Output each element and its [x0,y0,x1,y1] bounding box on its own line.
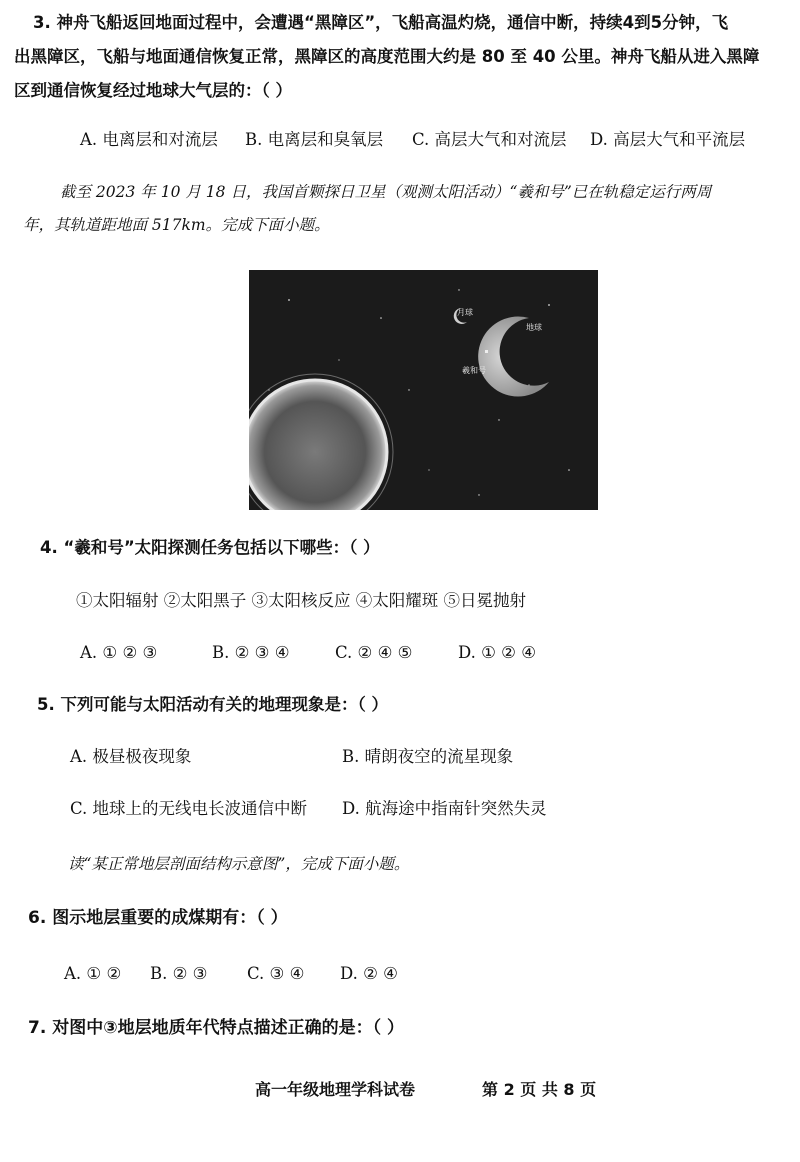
q3-option-b: B. 电离层和臭氧层 [245,130,384,149]
q7-stem: 7. 对图中③地层地质年代特点描述正确的是：（ ） [28,1018,405,1038]
q6-option-c: C. ③ ④ [247,964,305,983]
q4-option-c: C. ② ④ ⑤ [335,643,413,662]
q5-option-b: B. 晴朗夜空的流星现象 [342,747,514,766]
footer-page: 第 2 页 共 8 页 [482,1080,597,1099]
q4-option-a: A. ① ② ③ [80,643,158,662]
moon-label: 月球 [457,308,473,317]
q3-option-a: A. 电离层和对流层 [80,130,218,149]
q4-items: ①太阳辐射 ②太阳黑子 ③太阳核反应 ④太阳耀斑 ⑤日冕抛射 [76,591,526,610]
q5-option-a: A. 极昼极夜现象 [70,747,192,766]
satellite-marker [485,350,488,353]
q3-option-d: D. 高层大气和平流层 [590,130,746,149]
q5-stem: 5. 下列可能与太阳活动有关的地理现象是：（ ） [37,695,388,714]
intro-2: 读“某正常地层剖面结构示意图”，完成下面小题。 [68,855,410,873]
q3-line-3: 区到通信恢复经过地球大气层的：（ ） [14,81,292,100]
satellite-label: 羲和号 [462,366,486,375]
sun-earth-figure [249,270,598,510]
q6-stem: 6. 图示地层重要的成煤期有：（ ） [28,908,288,928]
sun-image [249,380,387,510]
intro-line-2: 年，其轨道距地面 517km。完成下面小题。 [23,216,330,234]
q4-stem: 4. “羲和号”太阳探测任务包括以下哪些：（ ） [40,538,380,557]
q4-option-d: D. ① ② ④ [458,643,536,662]
q3-line-2: 出黑障区，飞船与地面通信恢复正常，黑障区的高度范围大约是 80 至 40 公里。神舟飞船从进入黑障 [14,47,760,66]
q5-option-d: D. 航海途中指南针突然失灵 [342,799,547,818]
intro-line-1: 截至 2023 年 10 月 18 日，我国首颗探日卫星（观测太阳活动）“羲和号”已在轨稳定运行两周 [60,183,712,201]
q4-option-b: B. ② ③ ④ [212,643,290,662]
earth-label: 地球 [526,323,542,332]
q3-line-1: 3. 神舟飞船返回地面过程中，会遭遇“黑障区”，飞船高温灼烧，通信中断，持续4到5分钟，飞 [33,13,729,32]
q6-option-b: B. ② ③ [150,964,208,983]
q5-option-c: C. 地球上的无线电长波通信中断 [70,799,308,818]
q6-option-a: A. ① ② [64,964,122,983]
footer-title: 高一年级地理学科试卷 [255,1080,416,1099]
q3-option-c: C. 高层大气和对流层 [412,130,567,149]
q6-option-d: D. ② ④ [340,964,398,983]
space-illustration [249,270,598,510]
